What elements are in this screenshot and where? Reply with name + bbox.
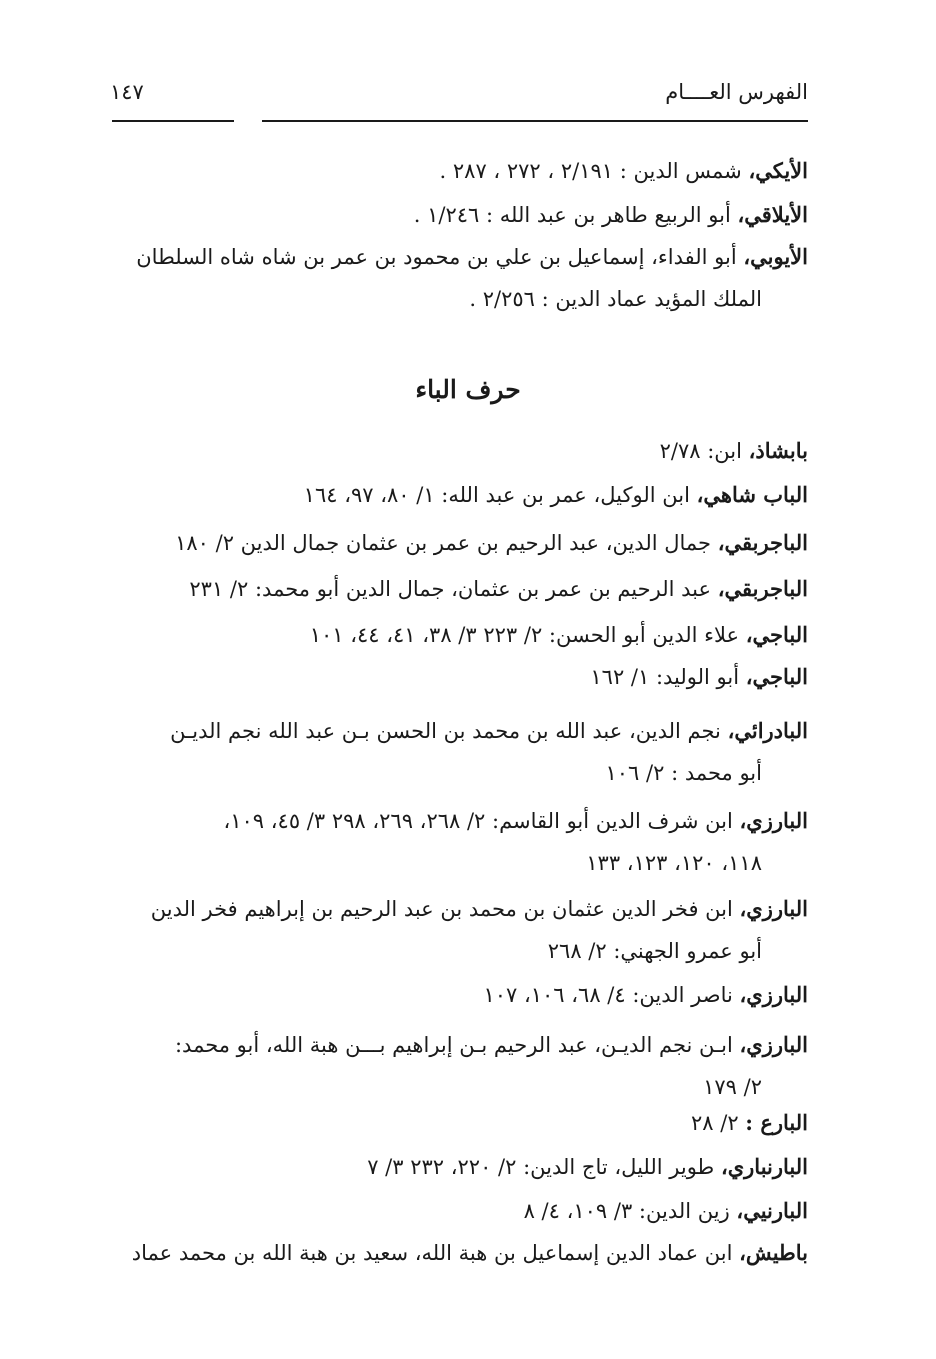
index-entry [108,1024,808,1108]
entry-name: الأيكي، [748,158,808,183]
entry-text: أبو الوليد: ١/ ١٦٢ [590,665,740,689]
entry-name: بابشاذ، [748,438,808,463]
entry-name: الباجي، [745,622,808,647]
entry-text: زين الدين: ٣/ ١٠٩، ٤/ ٨ [523,1199,730,1223]
entry-continuation: الملك المؤيد عماد الدين : ٢/٢٥٦ . [469,287,762,311]
index-entry [108,1102,808,1144]
entry-text: عبد الرحيم بن عمر بن عثمان، جمال الدين أبو محمد: ٢/ ٢٣١ [189,577,712,601]
entry-name: البارنباري، [720,1154,808,1179]
entry-name: البارزي، [739,982,808,1007]
entry-text: ابن: ٢/٧٨ [659,439,742,463]
page-number: ١٤٧ [110,80,144,104]
entry-text: ٢/ ٢٨ [691,1111,739,1135]
entry-name: البارنيي، [736,1198,808,1223]
entry-text: أبو الفداء، إسماعيل بن علي بن محمود بن عمر بن شاه شاه السلطان [136,245,737,269]
entry-text: ناصر الدين: ٤/ ٦٨، ١٠٦، ١٠٧ [483,983,733,1007]
entry-name: الباجي، [745,664,808,689]
index-entry [108,194,808,236]
header-rule-right [262,120,808,122]
entry-text: شمس الدين : ٢/١٩١ ، ٢٧٢ ، ٢٨٧ . [439,159,742,183]
entry-name: باطيش، [739,1240,808,1265]
entry-name: البادرائي، [727,718,808,743]
entry-name: البارزي، [739,896,808,921]
entry-name: الباب شاهي، [696,482,808,507]
index-entry [108,800,808,884]
index-entry [108,236,808,320]
entry-text: نجم الدين، عبد الله بن محمد بن الحسن بـن عبد الله نجم الديـن [170,719,721,743]
entry-continuation: أبو عمرو الجهني: ٢/ ٢٦٨ [547,939,762,963]
index-entry [108,614,808,656]
entry-text: ابن الوكيل، عمر بن عبد الله: ١/ ٨٠، ٩٧، ١٦٤ [303,483,690,507]
index-entry [108,974,808,1016]
header-rule-left [112,120,234,122]
entry-text: ابـن نجم الديـن، عبد الرحيم بـن إبراهيم بـــن هبة الله، أبو محمد: [174,1033,733,1057]
entry-name: الباجربقي، [717,530,808,555]
entry-name: الباجربقي، [717,576,808,601]
index-entry [108,150,808,192]
entry-text: ابن شرف الدين أبو القاسم: ٢/ ٢٦٨، ٢٦٩، ٢٩٨ ٣/ ٤٥، ١٠٩، [223,809,733,833]
index-entry [108,568,808,610]
index-entry [108,1232,808,1274]
entry-name: البارزي، [739,808,808,833]
index-entry [108,474,808,516]
index-entry [108,888,808,972]
entry-text: علاء الدين أبو الحسن: ٢/ ٢٢٣ ٣/ ٣٨، ٤١، ٤٤، ١٠١ [309,623,740,647]
index-entry [108,522,808,564]
index-entry [108,656,808,698]
running-header-title: الفهرس العــــام [665,80,808,104]
entry-name: الأيلاقي، [737,202,808,227]
index-entry [108,1190,808,1232]
entry-continuation: ١١٨، ١٢٠، ١٢٣، ١٣٣ [586,851,762,875]
index-entry [108,1146,808,1188]
entry-text: أبو الربيع طاهر بن عبد الله : ١/٢٤٦ . [413,203,731,227]
entry-text: جمال الدين، عبد الرحيم بن عمر بن عثمان جمال الدين ٢/ ١٨٠ [175,531,712,555]
entry-name: الأيوبي، [743,244,808,269]
entry-text: طوير الليل، تاج الدين: ٢/ ٢٢٠، ٢٣٢ ٣/ ٧ [367,1155,715,1179]
entry-continuation: ٢/ ١٧٩ [703,1075,762,1099]
entry-name: البارع : [745,1110,808,1135]
index-entry [108,430,808,472]
section-heading: حرف الباء [415,375,521,404]
entry-continuation: أبو محمد : ٢/ ١٠٦ [605,761,762,785]
entry-name: البارزي، [739,1032,808,1057]
index-entry [108,710,808,794]
entry-text: ابن فخر الدين عثمان بن محمد بن عبد الرحيم بن إبراهيم فخر الدين [150,897,733,921]
entry-text: ابن عماد الدين إسماعيل بن هبة الله، سعيد بن هبة الله بن محمد عماد [131,1241,733,1265]
